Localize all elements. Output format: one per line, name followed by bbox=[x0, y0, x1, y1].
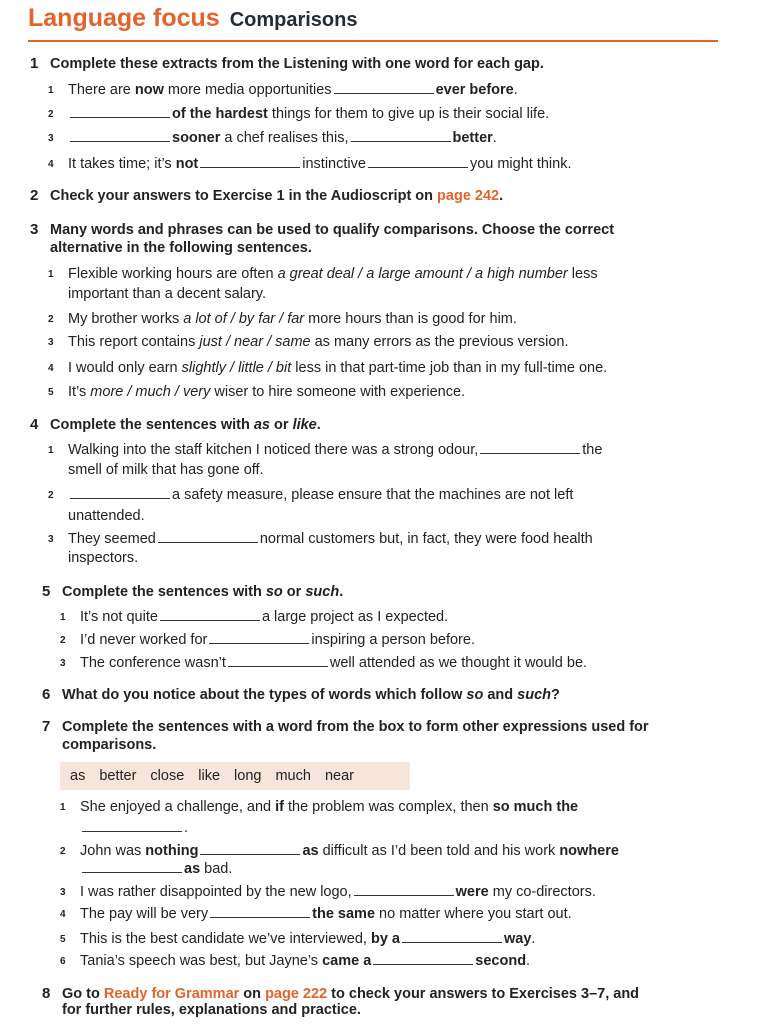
exercise-7-item-1: 1 She enjoyed a challenge, and if the problem was complex, then so much the bbox=[60, 799, 579, 815]
exercise-3-item-1-line-2: important than a decent salary. bbox=[68, 286, 267, 302]
exercise-2-instruction: 2 Check your answers to Exercise 1 in the Audioscript on page 242. bbox=[30, 187, 504, 204]
exercise-7-item-4: 4 The pay will be very the same no matter where you start out. bbox=[60, 906, 572, 922]
exercise-3-item-4: 4 I would only earn slightly / little / bit less in that part-time job than in my full-time one. bbox=[48, 360, 608, 376]
answer-gap[interactable] bbox=[373, 953, 473, 965]
exercise-7-item-2-line-2: as bad. bbox=[80, 861, 232, 877]
exercise-7-instruction-line-2: comparisons. bbox=[62, 737, 157, 753]
word-box-item: much bbox=[275, 768, 311, 784]
exercise-3-instruction: 3 Many words and phrases can be used to qualify comparisons. Choose the correct bbox=[30, 221, 615, 238]
answer-gap[interactable] bbox=[200, 843, 300, 855]
exercise-7-item-3: 3 I was rather disappointed by the new logo, were my co-directors. bbox=[60, 884, 596, 900]
exercise-1-item-4: 4 It takes time; it’s not instinctive you might think. bbox=[48, 156, 572, 172]
exercise-1-instruction: 1 Complete these extracts from the Listening with one word for each gap. bbox=[30, 55, 544, 72]
answer-gap[interactable] bbox=[210, 906, 310, 918]
section-subtitle: Comparisons bbox=[229, 9, 358, 31]
exercise-4-instruction: 4 Complete the sentences with as or like. bbox=[30, 416, 321, 433]
exercise-5-item-3: 3 The conference wasn’t well attended as we thought it would be. bbox=[60, 655, 588, 671]
answer-gap[interactable] bbox=[480, 442, 580, 454]
exercise-3-item-2: 2 My brother works a lot of / by far / far more hours than is good for him. bbox=[48, 311, 517, 327]
word-box-item: near bbox=[324, 768, 354, 784]
exercise-3-item-1: 1 Flexible working hours are often a great deal / a large amount / a high number less bbox=[48, 266, 598, 282]
answer-gap[interactable] bbox=[70, 106, 170, 118]
answer-gap[interactable] bbox=[402, 931, 502, 943]
exercise-7-item-2: 2 John was nothing as difficult as I’d been told and his work nowhere bbox=[60, 843, 619, 859]
answer-gap[interactable] bbox=[160, 609, 260, 621]
exercise-8-instruction: 8 Go to Ready for Grammar on page 222 to check your answers to Exercises 3–7, and bbox=[42, 985, 640, 1002]
word-box-item: as bbox=[70, 768, 86, 784]
exercise-5-item-1: 1 It’s not quite a large project as I expected. bbox=[60, 609, 449, 625]
exercise-4-item-2-line-2: unattended. bbox=[68, 508, 145, 524]
exercise-7-instruction: 7 Complete the sentences with a word from the box to form other expressions used for bbox=[42, 718, 649, 735]
exercise-7-item-6: 6 Tania’s speech was best, but Jayne’s came a second. bbox=[60, 953, 531, 969]
exercise-4-item-1-line-2: smell of milk that has gone off. bbox=[68, 462, 264, 478]
answer-gap[interactable] bbox=[209, 632, 309, 644]
grammar-link[interactable]: Ready for Grammar bbox=[103, 986, 240, 1002]
page-header bbox=[28, 4, 358, 33]
page-link[interactable]: page 242 bbox=[437, 188, 500, 204]
answer-gap[interactable] bbox=[334, 82, 434, 94]
answer-gap[interactable] bbox=[70, 487, 170, 499]
word-box-item: better bbox=[99, 768, 137, 784]
word-box-item: long bbox=[234, 768, 262, 784]
exercise-5-instruction: 5 Complete the sentences with so or such. bbox=[42, 583, 344, 600]
section-title: Language focus bbox=[28, 4, 220, 32]
exercise-1-item-3: 3 sooner a chef realises this, better. bbox=[48, 130, 497, 146]
exercise-4-item-3-line-2: inspectors. bbox=[68, 550, 139, 566]
answer-gap[interactable] bbox=[70, 130, 170, 142]
exercise-7-item-5: 5 This is the best candidate we’ve interviewed, by a way. bbox=[60, 931, 536, 947]
page-link[interactable]: page 222 bbox=[265, 986, 328, 1002]
exercise-5-item-2: 2 I’d never worked for inspiring a person before. bbox=[60, 632, 475, 648]
answer-gap[interactable] bbox=[354, 884, 454, 896]
exercise-8-instruction-line-2: for further rules, explanations and practice. bbox=[62, 1002, 361, 1018]
header-rule bbox=[28, 40, 718, 42]
exercise-7-item-1-line-2: . bbox=[80, 820, 188, 836]
exercise-3-item-5: 5 It’s more / much / very wiser to hire someone with experience. bbox=[48, 384, 466, 400]
answer-gap[interactable] bbox=[200, 156, 300, 168]
answer-gap[interactable] bbox=[228, 655, 328, 667]
exercise-1-item-2: 2 of the hardest things for them to give up is their social life. bbox=[48, 106, 550, 122]
exercise-3-item-3: 3 This report contains just / near / same as many errors as the previous version. bbox=[48, 334, 569, 350]
answer-gap[interactable] bbox=[351, 130, 451, 142]
word-box-item: like bbox=[198, 768, 221, 784]
exercise-4-item-1: 1 Walking into the staff kitchen I noticed there was a strong odour, the bbox=[48, 442, 603, 458]
word-box bbox=[60, 762, 410, 790]
answer-gap[interactable] bbox=[158, 531, 258, 543]
exercise-1-item-1: 1 There are now more media opportunities ever before. bbox=[48, 82, 518, 98]
answer-gap[interactable] bbox=[82, 861, 182, 873]
answer-gap[interactable] bbox=[368, 156, 468, 168]
word-box-item: close bbox=[150, 768, 185, 784]
exercise-4-item-3: 3 They seemed normal customers but, in fact, they were food health bbox=[48, 531, 593, 547]
exercise-4-item-2: 2 a safety measure, please ensure that the machines are not left bbox=[48, 487, 574, 503]
exercise-3-instruction-line-2: alternative in the following sentences. bbox=[50, 240, 312, 256]
answer-gap[interactable] bbox=[82, 820, 182, 832]
exercise-6-instruction: 6 What do you notice about the types of words which follow so and such? bbox=[42, 686, 560, 703]
